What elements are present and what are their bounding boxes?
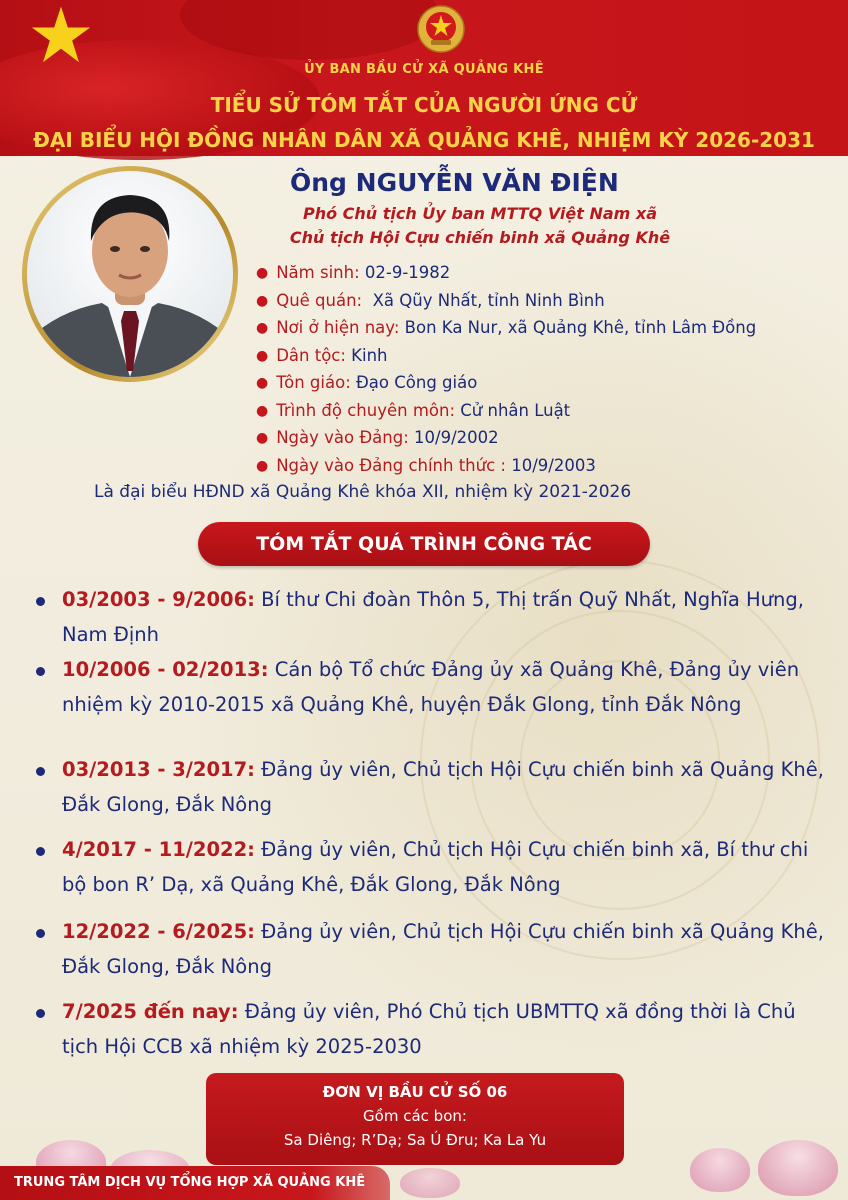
candidate-portrait: [27, 171, 233, 377]
lotus-decoration: [758, 1140, 838, 1196]
fact-party-join-date: ● Ngày vào Đảng: 10/9/2002: [256, 428, 499, 447]
bullet-icon: [36, 847, 45, 856]
electoral-unit-box: [206, 1073, 624, 1165]
candidate-name: Ông NGUYỄN VĂN ĐIỆN: [290, 168, 619, 197]
bullet-icon: [36, 1009, 45, 1018]
bullet-icon: ●: [256, 430, 269, 446]
bullet-icon: ●: [256, 375, 269, 391]
career-item: 12/2022 - 6/2025: Đảng ủy viên, Chủ tịch Hội Cựu chiến binh xã Quảng Khê, Đắk Glong, Đắk Nông: [36, 914, 826, 984]
bullet-icon: [36, 767, 45, 776]
bullet-icon: ●: [256, 265, 269, 281]
portrait-image: [27, 171, 233, 377]
bullet-icon: ●: [256, 457, 269, 474]
fact-education: ● Trình độ chuyên môn: Cử nhân Luật: [256, 400, 571, 420]
candidate-position: Chủ tịch Hội Cựu chiến binh xã Quảng Khê: [289, 228, 671, 247]
career-item: 10/2006 - 02/2013: Cán bộ Tổ chức Đảng ủy xã Quảng Khê, Đảng ủy viên nhiệm kỳ 2010-2015 xã Quảng Khê, huyện Đắk Glong, tỉnh Đắk Nông: [36, 652, 826, 722]
career-item: 03/2003 - 9/2006: Bí thư Chi đoàn Thôn 5, Thị trấn Quỹ Nhất, Nghĩa Hưng, Nam Định: [36, 582, 826, 652]
electoral-unit-subtitle: Gồm các bon:: [363, 1107, 467, 1125]
electoral-unit-villages: Sa Diêng; R’Dạ; Sa Ú Đru; Ka La Yu: [283, 1131, 547, 1149]
star-icon: [30, 4, 92, 66]
portrait-frame: [22, 166, 238, 382]
lotus-decoration: [400, 1168, 460, 1198]
fact-birth-date: ● Năm sinh: 02-9-1982: [256, 263, 451, 282]
election-committee: ỦY BAN BẦU CỬ XÃ QUẢNG KHÊ: [304, 62, 544, 77]
delegate-note: Là đại biểu HĐND xã Quảng Khê khóa XII, nhiệm kỳ 2021-2026: [94, 482, 632, 502]
career-item: 7/2025 đến nay: Đảng ủy viên, Phó Chủ tịch UBMTTQ xã đồng thời là Chủ tịch Hội CCB xã nhiệm kỳ 2025-2030: [36, 994, 826, 1064]
bullet-icon: ●: [256, 320, 269, 336]
fact-hometown: ● Quê quán: Xã Qũy Nhất, tỉnh Ninh Bình: [256, 290, 605, 310]
career-item: 4/2017 - 11/2022: Đảng ủy viên, Chủ tịch Hội Cựu chiến binh xã, Bí thư chi bộ bon R’ Dạ, xã Quảng Khê, Đắk Glong, Đắk Nông: [36, 832, 826, 902]
lotus-decoration: [690, 1148, 750, 1192]
bullet-icon: [36, 929, 45, 938]
document-subtitle: ĐẠI BIỂU HỘI ĐỒNG NHÂN DÂN XÃ QUẢNG KHÊ, NHIỆM KỲ 2026-2031: [33, 128, 815, 152]
document-title: TIỂU SỬ TÓM TẮT CỦA NGƯỜI ỨNG CỬ: [210, 93, 638, 117]
header-banner: [0, 0, 848, 156]
career-section-title: TÓM TẮT QUÁ TRÌNH CÔNG TÁC: [198, 522, 650, 566]
bullet-icon: [36, 597, 45, 606]
bullet-icon: ●: [256, 402, 269, 419]
national-emblem-icon: [416, 4, 466, 54]
bullet-icon: ●: [256, 347, 269, 364]
fact-religion: ● Tôn giáo: Đạo Công giáo: [256, 373, 478, 392]
footer-organization: TRUNG TÂM DỊCH VỤ TỔNG HỢP XÃ QUẢNG KHÊ: [0, 1166, 390, 1200]
career-item: 03/2013 - 3/2017: Đảng ủy viên, Chủ tịch Hội Cựu chiến binh xã Quảng Khê, Đắk Glong, Đắk Nông: [36, 752, 826, 822]
personal-facts-list: [256, 260, 836, 480]
electoral-unit-title: ĐƠN VỊ BẦU CỬ SỐ 06: [322, 1083, 508, 1101]
fact-party-official-date: ● Ngày vào Đảng chính thức : 10/9/2003: [256, 455, 596, 475]
bullet-icon: [36, 667, 45, 676]
bullet-icon: ●: [256, 292, 269, 309]
fact-residence: ● Nơi ở hiện nay: Bon Ka Nur, xã Quảng Khê, tỉnh Lâm Đồng: [256, 318, 757, 337]
fact-ethnicity: ● Dân tộc: Kinh: [256, 345, 388, 365]
candidate-position: Phó Chủ tịch Ủy ban MTTQ Việt Nam xã: [302, 204, 658, 223]
